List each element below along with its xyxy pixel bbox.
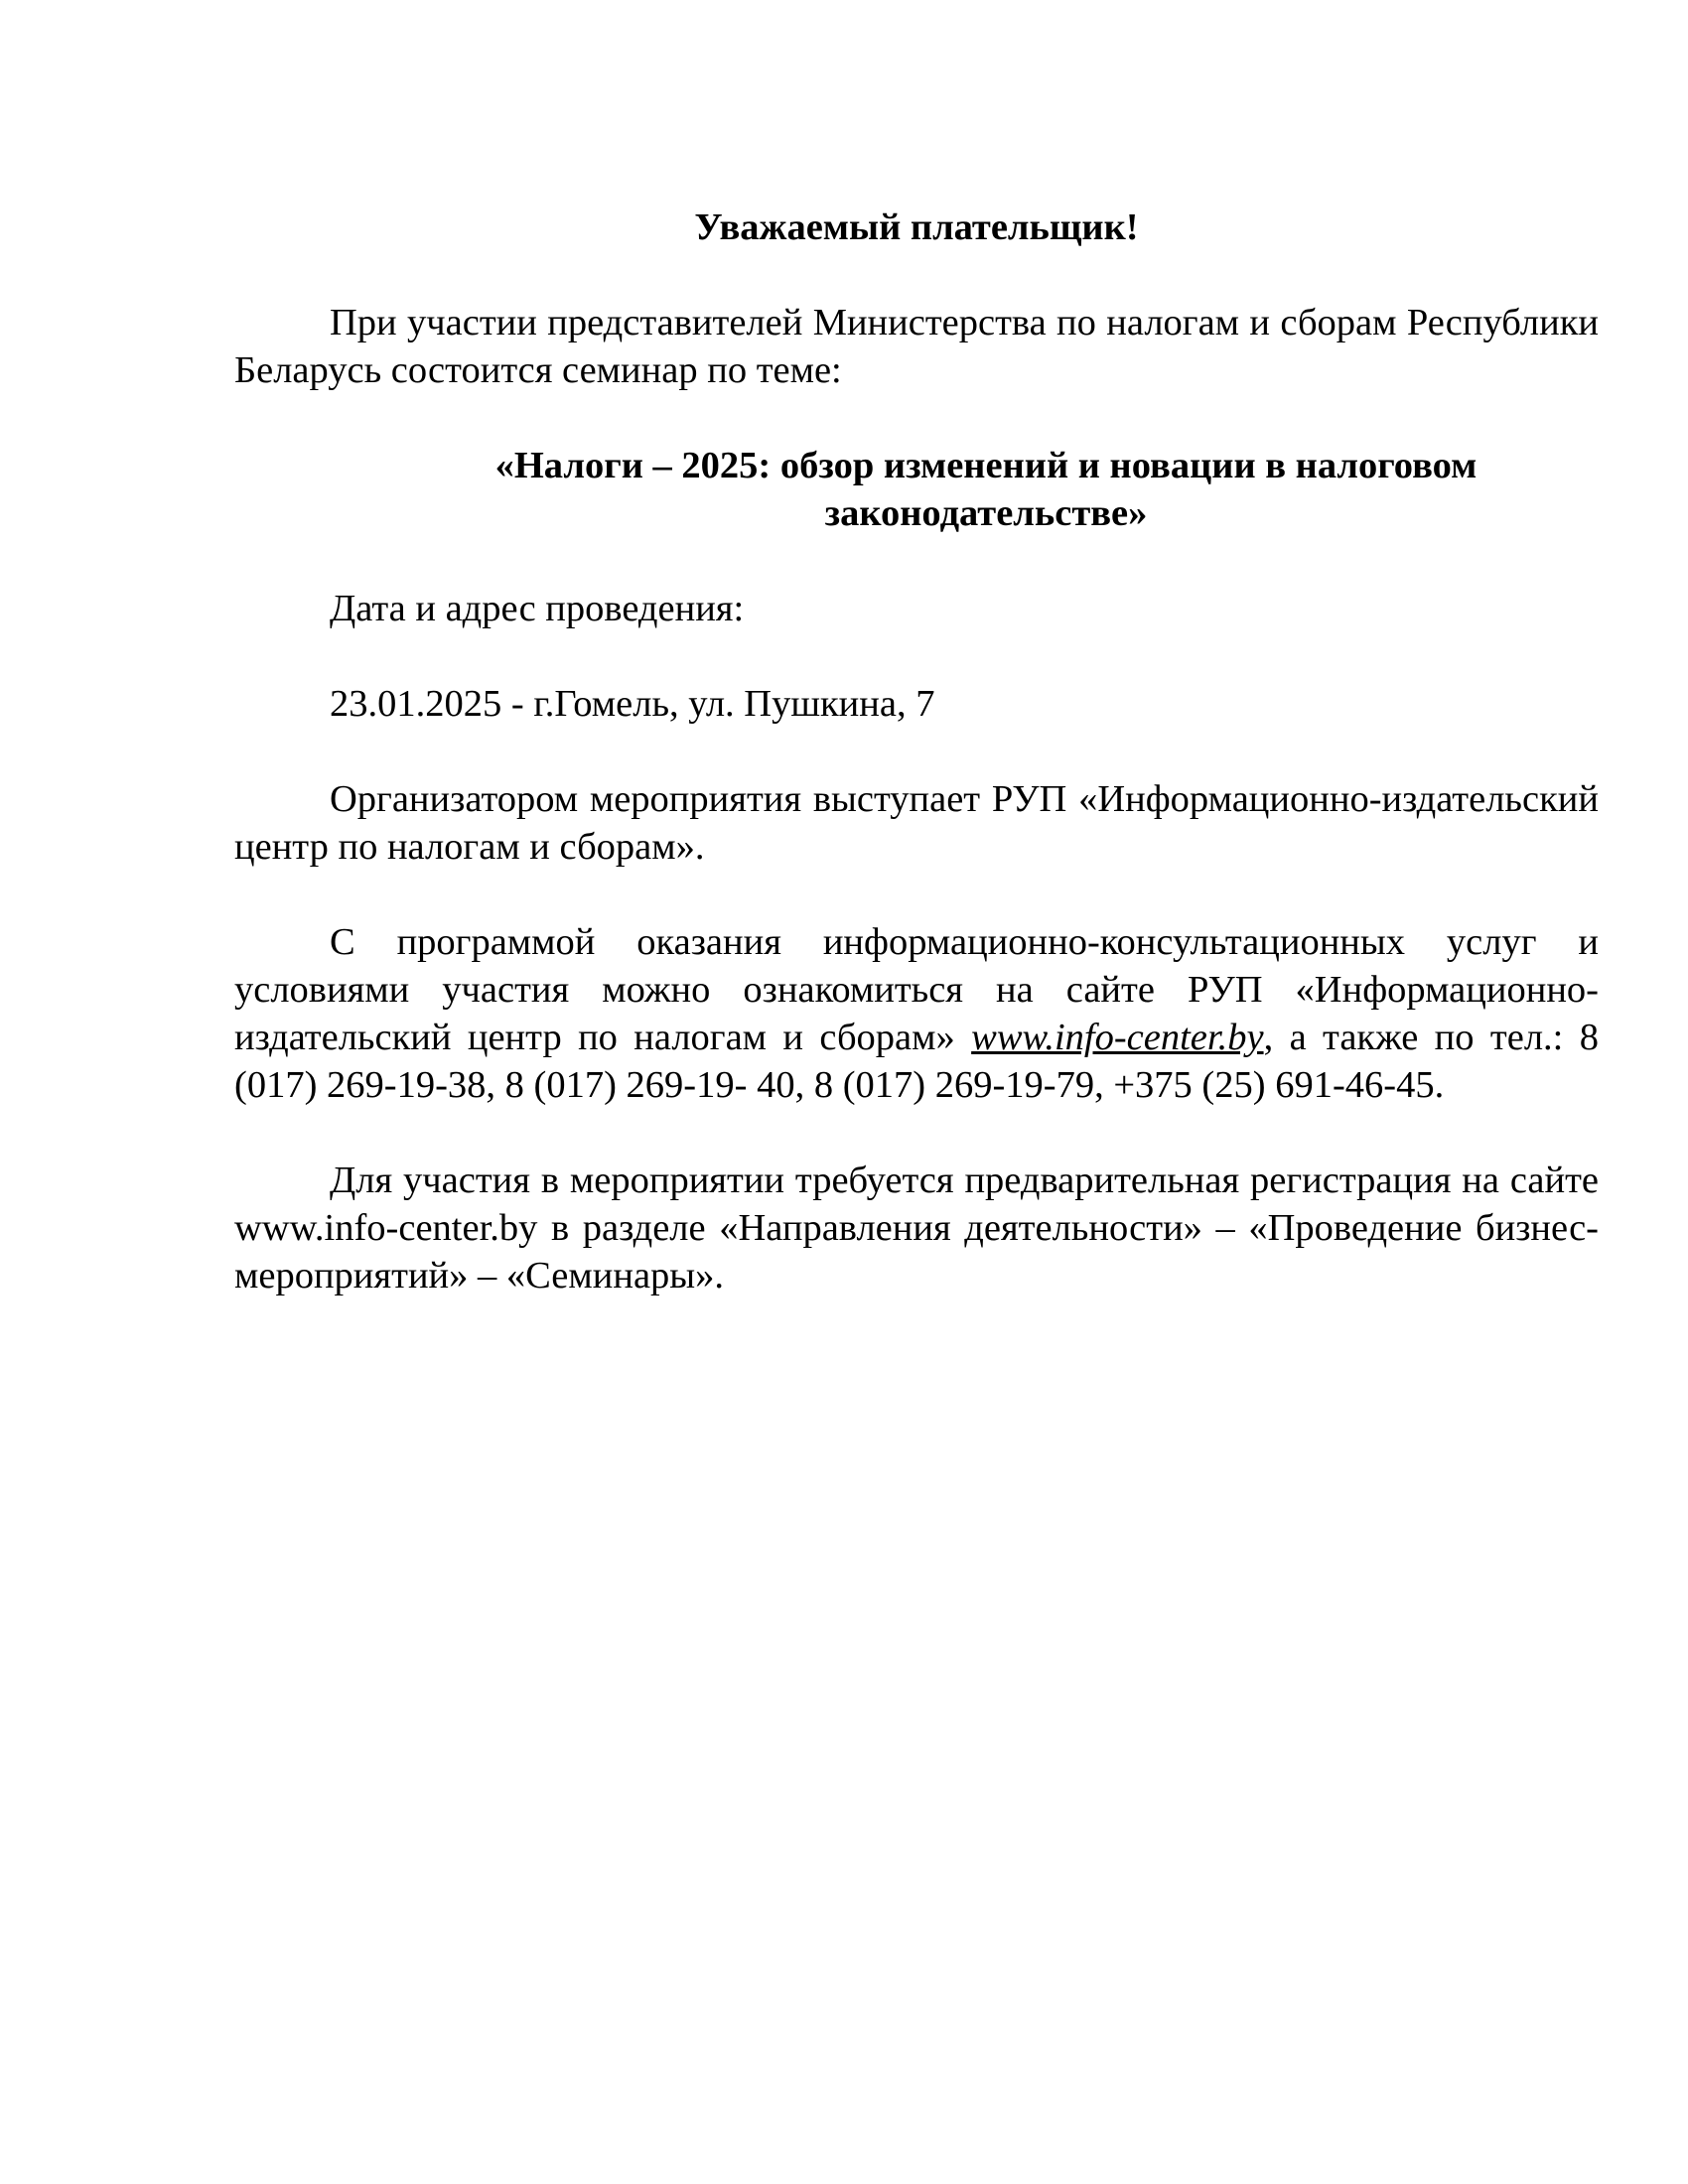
- info-center-link[interactable]: www.info-center.by: [971, 1017, 1264, 1058]
- seminar-topic-line-1: «Налоги – 2025: обзор изменений и новации в налоговом: [494, 445, 1477, 486]
- date-address-label: Дата и адрес проведения:: [330, 588, 745, 629]
- document-body: [234, 204, 1599, 1347]
- date-address-value: 23.01.2025 - г.Гомель, ул. Пушкина, 7: [330, 683, 935, 725]
- registration-paragraph: Для участия в мероприятии требуется предварительная регистрация на сайте www.info-center.by в разделе «Направления деятельности» – «Проведение бизнес-мероприятий» – «Семинары».: [234, 1160, 1599, 1297]
- letter-greeting: Уважаемый плательщик!: [694, 206, 1139, 248]
- organizer-paragraph: Организатором мероприятия выступает РУП «Информационно-издательский центр по налогам и сборам».: [234, 778, 1599, 868]
- program-text-start: С программой оказания информационно-консультационных услуг и условиями участия можно ознакомиться на сайте РУП «Информационно-издательский центр по налогам и сборам»: [234, 921, 1599, 1058]
- seminar-topic: [234, 442, 1599, 537]
- program-paragraph: [234, 918, 1599, 1109]
- seminar-topic-line-2: законодательстве»: [824, 492, 1148, 534]
- intro-paragraph: При участии представителей Министерства по налогам и сборам Республики Беларусь состоится семинар по теме:: [234, 302, 1599, 391]
- program-text-end: , а также по тел.: 8 (017) 269-19-38, 8 (017) 269-19- 40, 8 (017) 269-19-79, +375 (25) 691-46-45.: [234, 1017, 1599, 1106]
